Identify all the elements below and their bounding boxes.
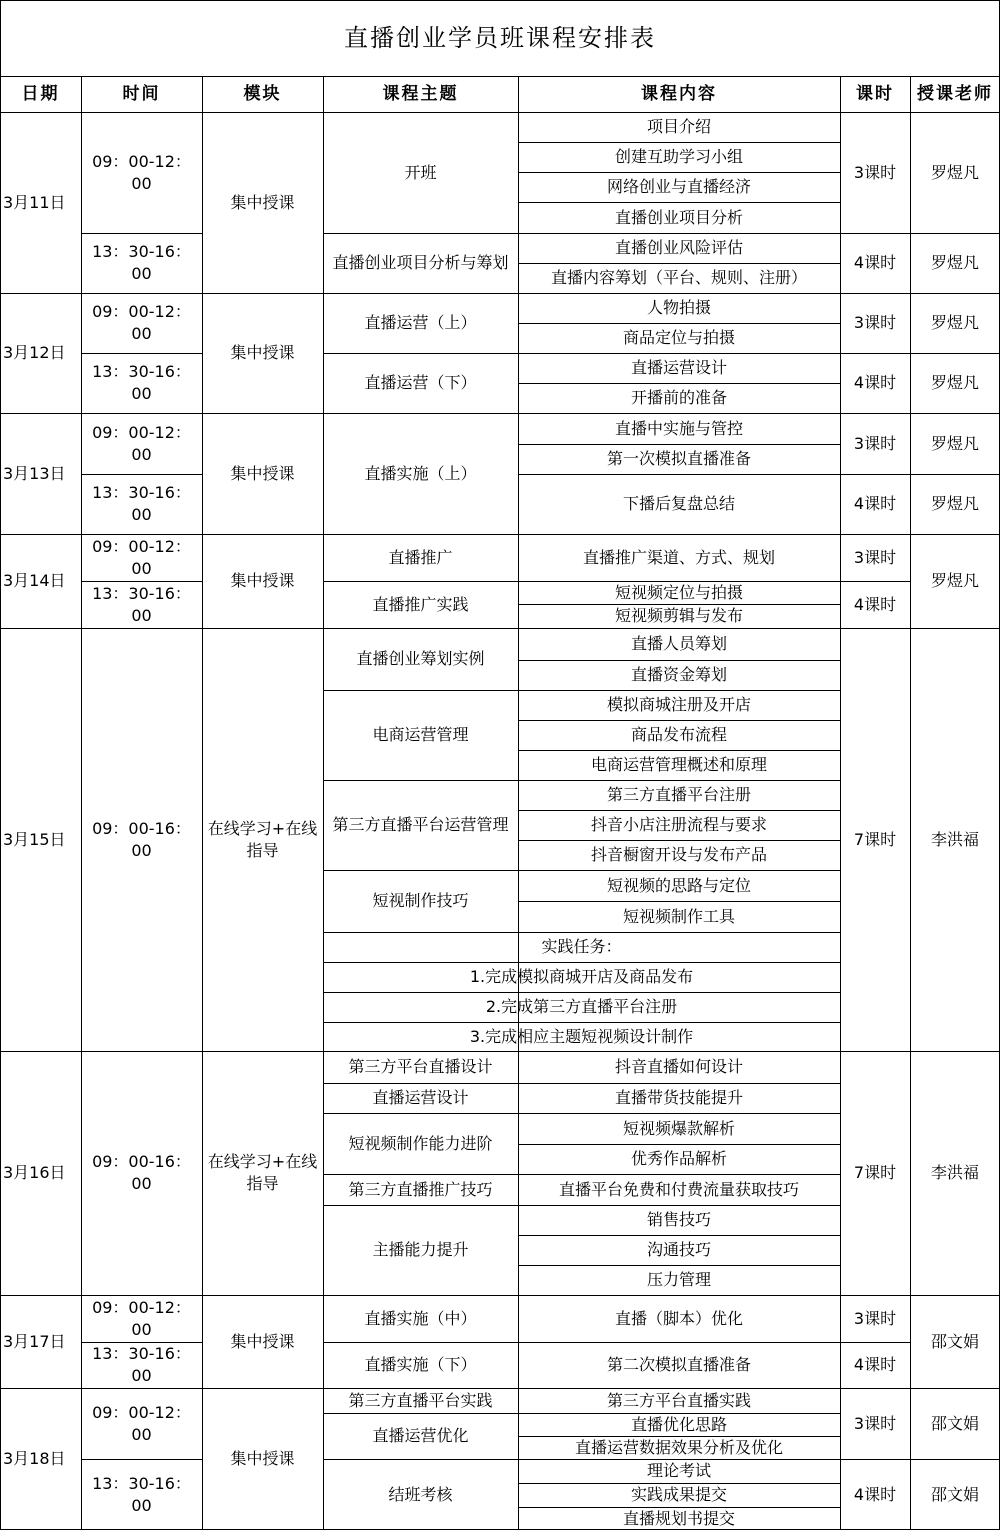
table-title: 直播创业学员班课程安排表 xyxy=(344,24,656,52)
practice-row: 1.完成模拟商城开店及商品发布 xyxy=(469,967,694,986)
teacher-cell: 罗煜凡 xyxy=(930,313,979,332)
teacher-cell: 李洪福 xyxy=(930,829,979,849)
topic-cell: 直播运营设计 xyxy=(372,1088,469,1107)
content-cell: 优秀作品解析 xyxy=(630,1149,727,1168)
time-cell: 13：30-16：00 xyxy=(92,1344,191,1385)
content-cell: 直播中实施与管控 xyxy=(614,418,743,438)
topic-cell: 短视频制作能力进阶 xyxy=(348,1133,493,1153)
time-cell: 13：30-16：00 xyxy=(92,1473,191,1515)
content-cell: 抖音橱窗开设与发布产品 xyxy=(590,845,767,864)
topic-cell: 直播推广 xyxy=(388,547,453,567)
content-cell: 直播规划书提交 xyxy=(622,1508,735,1528)
date-cell: 3月14日 xyxy=(3,571,66,590)
content-cell: 沟通技巧 xyxy=(646,1240,711,1259)
content-cell: 理论考试 xyxy=(646,1461,711,1480)
time-cell: 09：00-12：00 xyxy=(92,1297,191,1339)
header-topic: 课程主题 xyxy=(382,84,459,104)
teacher-cell: 邵文娟 xyxy=(930,1484,979,1504)
content-cell: 实践成果提交 xyxy=(630,1485,727,1504)
content-cell: 抖音直播如何设计 xyxy=(614,1057,743,1076)
hours-cell: 4课时 xyxy=(853,494,897,513)
teacher-cell: 邵文娟 xyxy=(930,1331,979,1351)
hours-cell: 4课时 xyxy=(853,373,897,392)
date-cell: 3月11日 xyxy=(3,192,66,212)
content-cell: 模拟商城注册及开店 xyxy=(606,695,751,714)
date-cell: 3月18日 xyxy=(3,1449,66,1468)
topic-cell: 直播创业项目分析与筹划 xyxy=(332,253,509,272)
teacher-cell: 罗煜凡 xyxy=(930,162,979,182)
content-cell: 创建互助学习小组 xyxy=(614,147,743,166)
header-date: 日期 xyxy=(21,84,60,104)
module-cell: 集中授课 xyxy=(230,463,295,483)
topic-cell: 直播实施（上） xyxy=(364,463,477,483)
content-cell: 直播创业风险评估 xyxy=(614,238,743,257)
content-cell: 直播推广渠道、方式、规划 xyxy=(582,547,775,567)
header-content: 课程内容 xyxy=(641,84,717,104)
content-cell: 第二次模拟直播准备 xyxy=(606,1355,751,1374)
teacher-cell: 罗煜凡 xyxy=(930,253,979,272)
topic-cell: 直播实施（下） xyxy=(364,1355,477,1374)
header-module: 模块 xyxy=(243,84,282,104)
content-cell: 商品发布流程 xyxy=(630,725,727,744)
content-cell: 直播（脚本）优化 xyxy=(614,1308,743,1328)
time-cell: 09：00-16：00 xyxy=(92,1152,191,1193)
module-cell: 在线学习+在线指导 xyxy=(207,1152,318,1193)
topic-cell: 第三方直播平台运营管理 xyxy=(332,815,509,834)
topic-cell: 开班 xyxy=(404,162,437,182)
hours-cell: 4课时 xyxy=(853,1355,897,1374)
content-cell: 第三方直播平台注册 xyxy=(606,785,751,804)
time-cell: 13：30-16：00 xyxy=(92,583,191,625)
hours-cell: 4课时 xyxy=(853,594,897,614)
teacher-cell: 罗煜凡 xyxy=(930,433,979,453)
content-cell: 直播内容筹划（平台、规则、注册） xyxy=(550,268,807,287)
time-cell: 13：30-16：00 xyxy=(92,362,191,403)
time-cell: 13：30-16：00 xyxy=(92,242,191,283)
hours-cell: 4课时 xyxy=(853,1484,897,1504)
teacher-cell: 李洪福 xyxy=(930,1163,979,1182)
content-cell: 直播优化思路 xyxy=(630,1414,727,1434)
header-time: 时间 xyxy=(122,84,161,104)
module-cell: 集中授课 xyxy=(230,1449,295,1468)
teacher-cell: 罗煜凡 xyxy=(930,571,979,590)
teacher-cell: 罗煜凡 xyxy=(930,373,979,392)
practice-row: 3.完成相应主题短视频设计制作 xyxy=(469,1026,694,1046)
content-cell: 网络创业与直播经济 xyxy=(606,177,751,196)
hours-cell: 3课时 xyxy=(853,1308,897,1328)
content-cell: 第三方平台直播实践 xyxy=(606,1390,751,1410)
practice-row: 2.完成第三方直播平台注册 xyxy=(485,997,678,1016)
time-cell: 09：00-12：00 xyxy=(92,302,191,343)
content-cell: 人物拍摄 xyxy=(646,298,711,317)
hours-cell: 3课时 xyxy=(853,313,897,332)
hours-cell: 3课时 xyxy=(853,433,897,453)
content-cell: 销售技巧 xyxy=(646,1210,711,1229)
date-cell: 3月13日 xyxy=(3,463,66,483)
module-cell: 集中授课 xyxy=(230,1331,295,1351)
content-cell: 直播平台免费和付费流量获取技巧 xyxy=(558,1179,799,1199)
topic-cell: 第三方直播推广技巧 xyxy=(348,1179,493,1199)
content-cell: 直播运营数据效果分析及优化 xyxy=(574,1437,783,1457)
hours-cell: 3课时 xyxy=(853,1413,897,1433)
content-cell: 直播运营设计 xyxy=(630,358,727,377)
time-cell: 09：00-12：00 xyxy=(92,151,191,193)
content-cell: 直播人员筹划 xyxy=(630,634,727,653)
topic-cell: 直播运营（上） xyxy=(364,313,477,332)
time-cell: 09：00-12：00 xyxy=(92,536,191,578)
teacher-cell: 罗煜凡 xyxy=(930,494,979,513)
time-cell: 09：00-12：00 xyxy=(92,1402,191,1444)
content-cell: 短视频爆款解析 xyxy=(622,1118,735,1138)
content-cell: 压力管理 xyxy=(646,1270,711,1289)
module-cell: 在线学习+在线指导 xyxy=(207,818,318,860)
time-cell: 09：00-16：00 xyxy=(92,818,191,860)
content-cell: 直播资金筹划 xyxy=(630,665,727,684)
module-cell: 集中授课 xyxy=(230,571,295,590)
time-cell: 13：30-16：00 xyxy=(92,483,191,524)
content-cell: 电商运营管理概述和原理 xyxy=(590,755,767,774)
content-cell: 抖音小店注册流程与要求 xyxy=(590,815,767,834)
topic-cell: 直播推广实践 xyxy=(372,594,469,614)
content-cell: 短视频剪辑与发布 xyxy=(614,606,743,625)
topic-cell: 直播创业筹划实例 xyxy=(356,649,485,668)
hours-cell: 3课时 xyxy=(853,547,897,567)
topic-cell: 直播运营优化 xyxy=(372,1426,469,1445)
topic-cell: 结班考核 xyxy=(388,1484,453,1504)
time-cell: 09：00-12：00 xyxy=(92,422,191,464)
topic-cell: 短视制作技巧 xyxy=(372,891,469,910)
topic-cell: 第三方平台直播设计 xyxy=(348,1057,493,1076)
date-cell: 3月16日 xyxy=(3,1163,66,1182)
content-cell: 第一次模拟直播准备 xyxy=(606,449,751,468)
content-cell: 商品定位与拍摄 xyxy=(622,328,735,347)
content-cell: 开播前的准备 xyxy=(630,388,727,407)
module-cell: 集中授课 xyxy=(230,343,295,362)
practice-row: 实践任务： xyxy=(541,937,622,956)
topic-cell: 直播运营（下） xyxy=(364,373,477,392)
teacher-cell: 邵文娟 xyxy=(930,1413,979,1433)
content-cell: 短视频的思路与定位 xyxy=(606,875,751,895)
header-hours: 课时 xyxy=(856,84,894,104)
header-teacher: 授课老师 xyxy=(917,84,993,104)
topic-cell: 直播实施（中） xyxy=(364,1308,477,1328)
content-cell: 直播带货技能提升 xyxy=(614,1088,743,1107)
date-cell: 3月17日 xyxy=(3,1331,66,1351)
content-cell: 短视频定位与拍摄 xyxy=(614,582,743,602)
topic-cell: 第三方直播平台实践 xyxy=(348,1390,493,1410)
date-cell: 3月15日 xyxy=(3,829,66,849)
content-cell: 下播后复盘总结 xyxy=(622,494,735,513)
hours-cell: 4课时 xyxy=(853,253,897,272)
content-cell: 直播创业项目分析 xyxy=(614,207,743,227)
hours-cell: 7课时 xyxy=(853,829,897,849)
content-cell: 项目介绍 xyxy=(646,117,711,136)
hours-cell: 3课时 xyxy=(853,162,897,182)
content-cell: 短视频制作工具 xyxy=(622,906,735,926)
date-cell: 3月12日 xyxy=(3,343,66,362)
module-cell: 集中授课 xyxy=(230,192,295,212)
topic-cell: 主播能力提升 xyxy=(372,1240,469,1259)
hours-cell: 7课时 xyxy=(853,1163,897,1182)
topic-cell: 电商运营管理 xyxy=(372,725,469,744)
